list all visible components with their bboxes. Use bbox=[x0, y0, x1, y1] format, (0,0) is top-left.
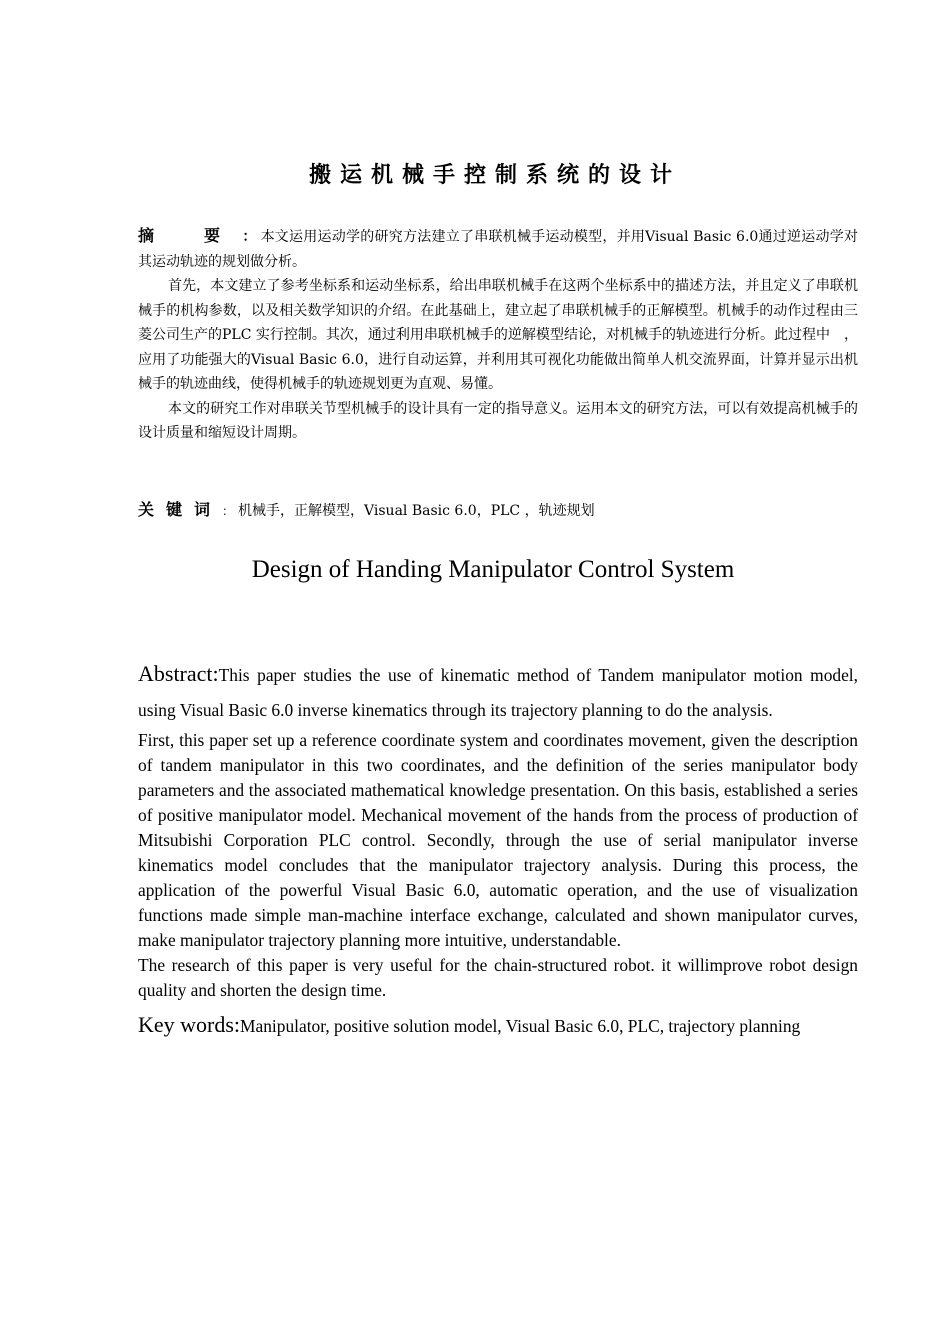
chinese-abstract-colon: ： bbox=[242, 229, 257, 245]
english-keywords bbox=[138, 1007, 858, 1044]
chinese-abstract-paragraph-2: 首先，本文建立了参考坐标系和运动坐标系，给出串联机械手在这两个坐标系中的描述方法，并且定义了串联机械手的机构参数，以及相关数学知识的介绍。在此基础上，建立起了串联机械手的正解模型。机械手的动作过程由三菱公司生产的PLC 实行控制。其次，通过利用串联机械手的逆解模型结论，对机械手的轨迹进行分析。此过程中 ，应用了功能强大的Visual Basic 6.0，进行自动运算，并利用其可视化功能做出简单人机交流界面，计算并显示出机械手的轨迹曲线，使得机械手的轨迹规划更为直观、易懂。 bbox=[138, 278, 858, 392]
english-abstract-paragraph-1 bbox=[138, 656, 858, 728]
chinese-abstract-paragraph-1 bbox=[138, 224, 858, 274]
chinese-abstract-label: 摘 要 bbox=[138, 226, 243, 245]
english-abstract-paragraph-3: The research of this paper is very useful for the chain-structured robot. it willimprove robot design quality and shorten the design time. bbox=[138, 955, 858, 1000]
chinese-keywords bbox=[138, 498, 858, 523]
chinese-keywords-label: 关键词 bbox=[138, 500, 223, 519]
chinese-keywords-colon: ： bbox=[222, 504, 235, 518]
english-abstract-text-1: This paper studies the use of kinematic method of Tandem manipulator motion model, using Visual Basic 6.0 inverse kinematics through its trajectory planning to do the analysis. bbox=[138, 665, 858, 720]
english-abstract bbox=[138, 656, 858, 1044]
chinese-abstract bbox=[138, 224, 858, 446]
english-keywords-text: Manipulator, positive solution model, Visual Basic 6.0, PLC, trajectory planning bbox=[240, 1016, 801, 1036]
english-title: Design of Handing Manipulator Control System bbox=[251, 556, 735, 583]
english-abstract-label: Abstract: bbox=[138, 661, 219, 686]
chinese-abstract-paragraph-3: 本文的研究工作对串联关节型机械手的设计具有一定的指导意义。运用本文的研究方法，可以有效提高机械手的设计质量和缩短设计周期。 bbox=[138, 400, 858, 441]
english-keywords-label: Key words: bbox=[138, 1012, 241, 1037]
chinese-title: 搬运机械手控制系统的设计 bbox=[308, 163, 681, 188]
chinese-abstract-text-1: 本文运用运动学的研究方法建立了串联机械手运动模型，并用Visual Basic 6.0通过逆运动学对其运动轨迹的规划做分析。 bbox=[138, 229, 859, 270]
english-abstract-paragraph-2: First, this paper set up a reference coordinate system and coordinates movement, given the description of tandem manipulator in this two coordinates, and the definition of the series manipulator body parameters and the associated mathematical knowledge presentation. On this basis, established a series of positive manipulator model. Mechanical movement of the hands from the process of production of Mitsubishi Corporation PLC control. Secondly, through the use of serial manipulator inverse kinematics model concludes that the manipulator trajectory analysis. During this process, the application of the powerful Visual Basic 6.0, automatic operation, and the use of visualization functions made simple man-machine interface exchange, calculated and shown manipulator curves, make manipulator trajectory planning more intuitive, understandable. bbox=[138, 730, 858, 950]
chinese-keywords-text: 机械手，正解模型，Visual Basic 6.0，PLC ，轨迹规划 bbox=[238, 503, 595, 519]
